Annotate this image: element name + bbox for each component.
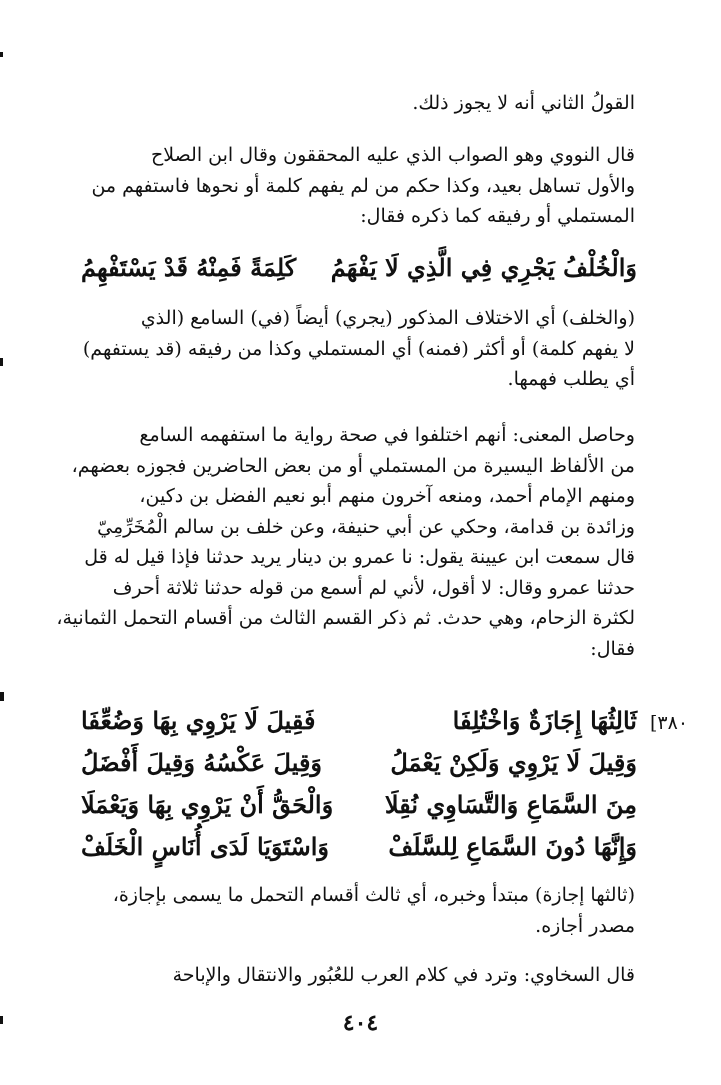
verse-hemistich-left: فَقِيلَ لَا يَرْوِي بِهَا وَضُعِّفَا: [81, 706, 316, 735]
text-line: لا يفهم كلمة) أو أكثر (فمنه) أي المستملي وكذا من رفيقه (قد يستفهم): [82, 337, 635, 360]
verse-hemistich-right: مِنَ السَّمَاعِ وَالتَّسَاوِي نُقِلَا: [384, 790, 637, 819]
text-line: ومنهم الإمام أحمد، ومنعه آخرون منهم أبو نعيم الفضل بن دكين،: [139, 485, 635, 507]
text-line: والأول تساهل بعيد، وكذا حكم من لم يفهم كلمة أو نحوها فاستفهم من: [91, 174, 635, 197]
verse-line: [81, 784, 637, 826]
text-line: (ثالثها إجازة) مبتدأ وخبره، أي ثالث أقسام التحمل ما يسمى بإجازة،: [112, 884, 635, 906]
page-number: ٤٠٤: [342, 1010, 379, 1036]
verse-hemistich-left: وَالْحَقُّ أَنْ يَرْوِي بِهَا وَيَعْمَلَا: [81, 790, 334, 819]
paragraph-opinion-two: [82, 88, 635, 119]
verse-hemistich-left: وَاسْتَوَيَا لَدَى أُنَاسٍ الْخَلَفْ: [81, 832, 329, 861]
text-line: القولُ الثاني أنه لا يجوز ذلك.: [412, 92, 635, 114]
verse-line: [81, 700, 637, 742]
paragraph-sakhawi: [82, 960, 635, 991]
verse-hemistich-right: وَالْخُلْفُ يَجْرِي فِي الَّذِي لَا يَفْهَمُ: [330, 253, 637, 282]
verse-line: [81, 826, 637, 868]
text-line: مصدر أجازه.: [535, 914, 635, 937]
paragraph-ijaza: [82, 880, 635, 941]
verse-hemistich-left: كَلِمَةً فَمِنْهُ قَدْ يَسْتَفْهِمُ: [81, 253, 297, 282]
text-line: المستملي أو رفيقه كما ذكره فقال:: [360, 205, 635, 227]
text-line: (والخلف) أي الاختلاف المذكور (يجري) أيضاً (في) السامع (الذي: [140, 307, 635, 329]
text-line: لكثرة الزحام، وهي حدث. ثم ذكر القسم الثالث من أقسام التحمل الثمانية،: [56, 607, 635, 629]
verse-hemistich-right: وَقِيلَ لَا يَرْوِي وَلَكِنْ يَعْمَلُ: [390, 748, 637, 777]
text-line: أي يطلب فهمها.: [507, 368, 635, 390]
paragraph-commentary: [82, 303, 635, 395]
scan-edge-mark: [0, 52, 3, 57]
verse-number: [٣٨٠: [650, 712, 689, 734]
scan-edge-mark: [0, 692, 4, 701]
text-line: فقال:: [590, 637, 635, 660]
text-line: وزائدة بن قدامة، وحكي عن أبي حنيفة، وعن خلف بن سالم الْمُخَرِّمِيّ: [97, 515, 635, 538]
verse-line: [81, 250, 637, 286]
text-line: قال السخاوي: وترد في كلام العرب للعُبُور والانتقال والإباحة: [172, 964, 635, 986]
paragraph-nawawi: [82, 140, 635, 232]
text-line: حدثنا عمرو وقال: لا أقول، لأني لم أسمع من قوله حدثنا ثلاثة أحرف: [112, 576, 635, 599]
verse-hemistich-right: وَإِنَّهَا دُونَ السَّمَاعِ لِلسَّلَفْ: [388, 832, 637, 861]
paragraph-meaning: [56, 420, 635, 664]
text-line: من الألفاظ اليسيرة من المستملي أو من بعض الحاضرين فجوزه بعضهم،: [71, 454, 635, 477]
verse-hemistich-left: وَقِيلَ عَكْسُهُ وَقِيلَ أَفْضَلُ: [81, 748, 323, 777]
text-line: قال سمعت ابن عيينة يقول: نا عمرو بن دينار يريد حدثنا فإذا قيل له قل: [84, 546, 635, 568]
scan-edge-mark: [0, 358, 3, 366]
text-line: قال النووي وهو الصواب الذي عليه المحققون وقال ابن الصلاح: [150, 144, 635, 166]
text-line: وحاصل المعنى: أنهم اختلفوا في صحة رواية ما استفهمه السامع: [139, 424, 635, 446]
verse-block: [81, 700, 637, 868]
verse-hemistich-right: ثَالِثُهَا إِجَازَةٌ وَاخْتُلِفَا: [452, 706, 637, 735]
verse-line: [81, 742, 637, 784]
